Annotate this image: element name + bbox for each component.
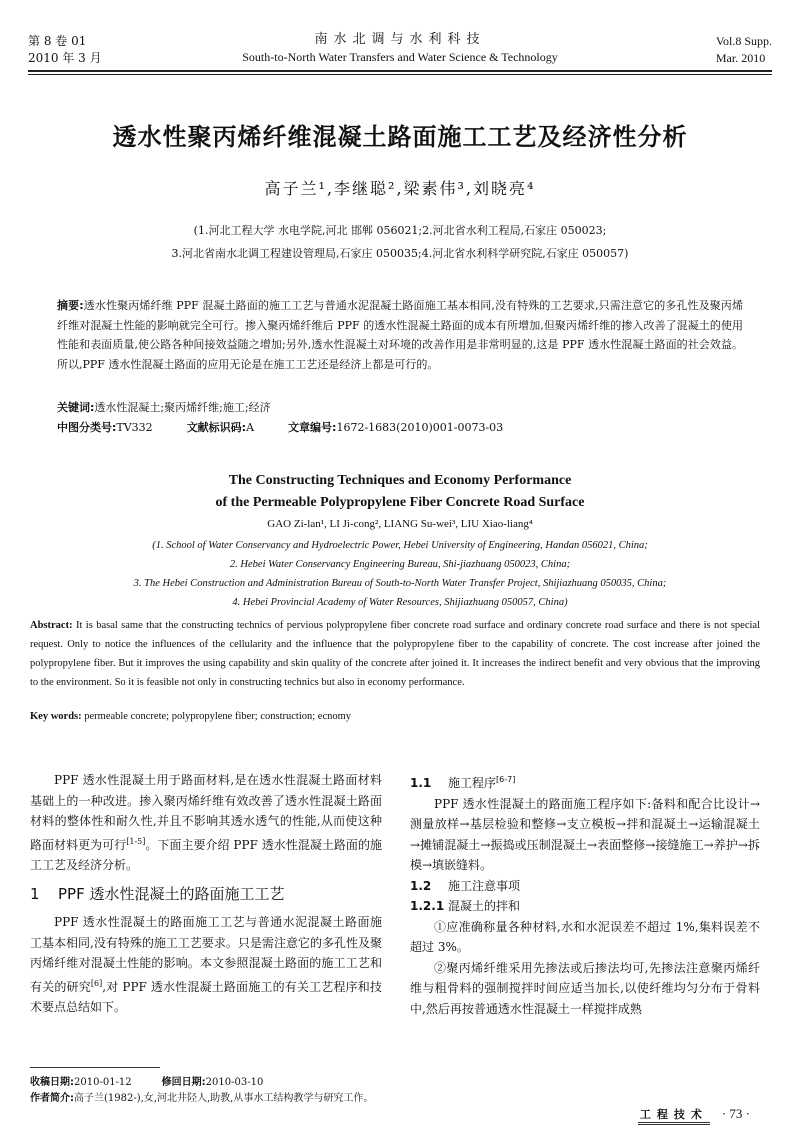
section-1-1-heading (410, 770, 760, 794)
intro-text-b: 。下面主要介绍 PPF 透水性混凝土路面的施工工艺及经济分析。 (30, 837, 382, 872)
section-1-text-b: ,对 PPF 透水性混凝土路面施工的有关工艺程序和技术要点总结如下。 (30, 979, 382, 1014)
abstract-cn-text: 透水性聚丙烯纤维 PPF 混凝土路面的施工工艺与普通水泥混凝土路面施工基本相同,没有特殊的工艺要求,只需注意它的多孔性及聚丙烯纤维对混凝土性能的影响就完全可行。掺入聚丙烯纤维后 PPF 的透水性混凝土路面的成本有所增加,但聚丙烯纤维的掺入改善了混凝土的使用性能和表面质量,使公路各种间接效益随之增加;另外,透水性混凝土对环境的改善作用是非常明显的,这是 PPF 透水性混凝土路面的社会效益。所以,PPF 透水性混凝土路面的应用无论是在施工工艺还是经济上都是可行的。 (57, 299, 743, 371)
intro-citation: [1-5] (126, 836, 146, 846)
footnote-author (30, 1089, 373, 1104)
body-right-column (410, 770, 760, 1019)
section-1-heading (30, 884, 382, 905)
paper-title-en-line1: The Constructing Techniques and Economy Performance (228, 473, 572, 488)
article-no-label: 文章编号: (288, 421, 337, 434)
keywords-en (30, 711, 351, 722)
intro-paragraph (30, 770, 382, 876)
header-center (180, 31, 620, 65)
footer-journal-label: 工程技术 (638, 1108, 710, 1125)
footnote-rule (30, 1067, 160, 1068)
abstract-en-text: It is basal same that the constructing technics of pervious polypropylene fiber concrete road surface and ordinary concrete road surface and there is not special request. Only to notice the influences of the cellularity and the influence that the polypropylene fiber to the capability of concrete. The cost increase after joined the polypropylene fiber. But it improves the using capability and skin quality of the concrete after joined it. It increases the indirect benefit and very obvious that the improving to the environment. So it is feasible not only in constructing technics but also in economy performance. (30, 620, 760, 688)
keywords-en-label: Key words: (30, 711, 82, 722)
page-footer (638, 1106, 750, 1122)
section-1-1-paragraph: PPF 透水性混凝土的路面施工程序如下:备料和配合比设计→测量放样→基层检验和整修→支立模板→拌和混凝土→运输混凝土→摊铺混凝土→振捣或压制混凝土→表面整修→接缝施工→养护→拆模→填嵌缝料。 (410, 796, 760, 872)
keywords-en-text: permeable concrete; polypropylene fiber; construction; ecnomy (84, 711, 352, 722)
intro-text-a: PPF 透水性混凝土用于路面材料,是在透水性混凝土路面材料基础上的一种改进。掺入聚丙烯纤维有效改善了透水性混凝土路面材料的整体性和耐久性,并且不影响其透水透气的性能,从而使这种路面材料更为可行 (30, 773, 382, 852)
paper-title-en-line2: of the Permeable Polypropylene Fiber Concrete Road Surface (215, 495, 585, 510)
journal-name-en: South-to-North Water Transfers and Water Science & Technology (242, 50, 558, 64)
keywords-cn (57, 399, 271, 415)
affiliation-cn-1: (1.河北工程大学 水电学院,河北 邯郸 056021;2.河北省水利工程局,石家庄 050023; (193, 224, 607, 237)
body-left-column (30, 770, 382, 1018)
section-1-2-number: 1.2 (410, 878, 432, 893)
header-right (716, 33, 772, 67)
header-rule-thin (28, 74, 772, 75)
section-1-1-citation: [6-7] (496, 775, 516, 784)
doc-code-value: A (246, 421, 255, 434)
abstract-cn-label: 摘要: (57, 299, 84, 312)
header-left (28, 33, 102, 67)
section-1-1-number: 1.1 (410, 776, 432, 790)
abstract-cn (57, 296, 743, 374)
section-1-2-1-heading (410, 896, 760, 917)
authors-cn: 高子兰¹,李继聪²,梁素伟³,刘晓亮⁴ (264, 179, 536, 198)
authors-en: GAO Zi-lan¹, LI Ji-cong², LIANG Su-wei³, LIU Xiao-liang⁴ (267, 518, 533, 530)
affiliation-en-1: (1. School of Water Conservancy and Hydroelectric Power, Hebei University of Engineering, Handan 056021, China; (152, 540, 648, 551)
volume-cn: 第 8 卷 01 (28, 34, 87, 48)
list-item-1: ①应准确称量各种材料,水和水泥误差不超过 1%,集料误差不超过 3%。 (410, 919, 760, 954)
affiliation-en-3: 3. The Hebei Construction and Administration Bureau of South-to-North Water Transfer Project, Shijiazhuang 050035, China; (133, 578, 667, 589)
date-cn: 2010 年 3 月 (28, 51, 102, 65)
doc-code-label: 文献标识码: (186, 421, 247, 434)
footnote-dates (30, 1073, 263, 1088)
keywords-cn-label: 关键词: (57, 401, 95, 414)
section-1-2-heading (410, 876, 760, 897)
clc-label: 中图分类号: (57, 421, 117, 434)
date-en: Mar. 2010 (715, 51, 766, 65)
section-1-number: 1 (30, 884, 40, 903)
abstract-en (30, 616, 760, 692)
volume-en: Vol.8 Supp. (715, 34, 772, 48)
journal-name-cn: 南水北调与水利科技 (314, 32, 486, 47)
affiliation-cn-2: 3.河北省南水北调工程建设管理局,石家庄 050035;4.河北省水利科学研究院,石家庄 050057) (171, 247, 629, 260)
received-label: 收稿日期: (30, 1077, 74, 1088)
section-1-paragraph (30, 912, 382, 1018)
page-number: · 73 · (721, 1106, 750, 1121)
classification-line (57, 419, 503, 435)
header-rule (28, 70, 772, 72)
keywords-cn-text: 透水性混凝土;聚丙烯纤维;施工;经济 (94, 401, 271, 414)
affiliation-en-4: 4. Hebei Provincial Academy of Water Resources, Shijiazhuang 050057, China) (232, 597, 568, 608)
clc-value: TV332 (116, 421, 153, 434)
author-bio-label: 作者简介: (30, 1093, 74, 1104)
section-1-citation: [6] (90, 978, 103, 988)
list-item-2: ②聚丙烯纤维采用先掺法或后掺法均可,先掺法注意聚丙烯纤维与粗骨料的强制搅拌时间应适当加长,以使纤维均匀分布于骨料中,然后再按普通透水性混凝土一样搅拌成熟 (410, 960, 760, 1016)
article-no-value: 1672-1683(2010)001-0073-03 (336, 421, 504, 434)
section-1-text-a: PPF 透水性混凝土的路面施工工艺与普通水泥混凝土路面施工基本相同,没有特殊的施工工艺要求。只是需注意它的多孔性及聚丙烯纤维对混凝土性能的影响。本文参照混凝土路面的施工工艺和有关的研究 (30, 915, 382, 994)
abstract-en-label: Abstract: (30, 620, 73, 631)
author-bio: 高子兰(1982-),女,河北井陉人,助教,从事水工结构教学与研究工作。 (74, 1093, 374, 1104)
revised-date: 2010-03-10 (205, 1077, 264, 1088)
paper-title-cn: 透水性聚丙烯纤维混凝土路面施工工艺及经济性分析 (112, 123, 688, 151)
section-1-2-title: 施工注意事项 (448, 878, 521, 893)
affiliation-en-2: 2. Hebei Water Conservancy Engineering Bureau, Shi-jiazhuang 050023, China; (229, 559, 571, 570)
received-date: 2010-01-12 (74, 1077, 132, 1088)
section-1-2-1-title: 混凝土的拌和 (448, 899, 521, 913)
revised-label: 修回日期: (161, 1077, 206, 1088)
section-1-title: PPF 透水性混凝土的路面施工工艺 (58, 884, 285, 903)
section-1-1-title: 施工程序 (448, 776, 497, 790)
section-1-2-1-number: 1.2.1 (410, 899, 445, 913)
